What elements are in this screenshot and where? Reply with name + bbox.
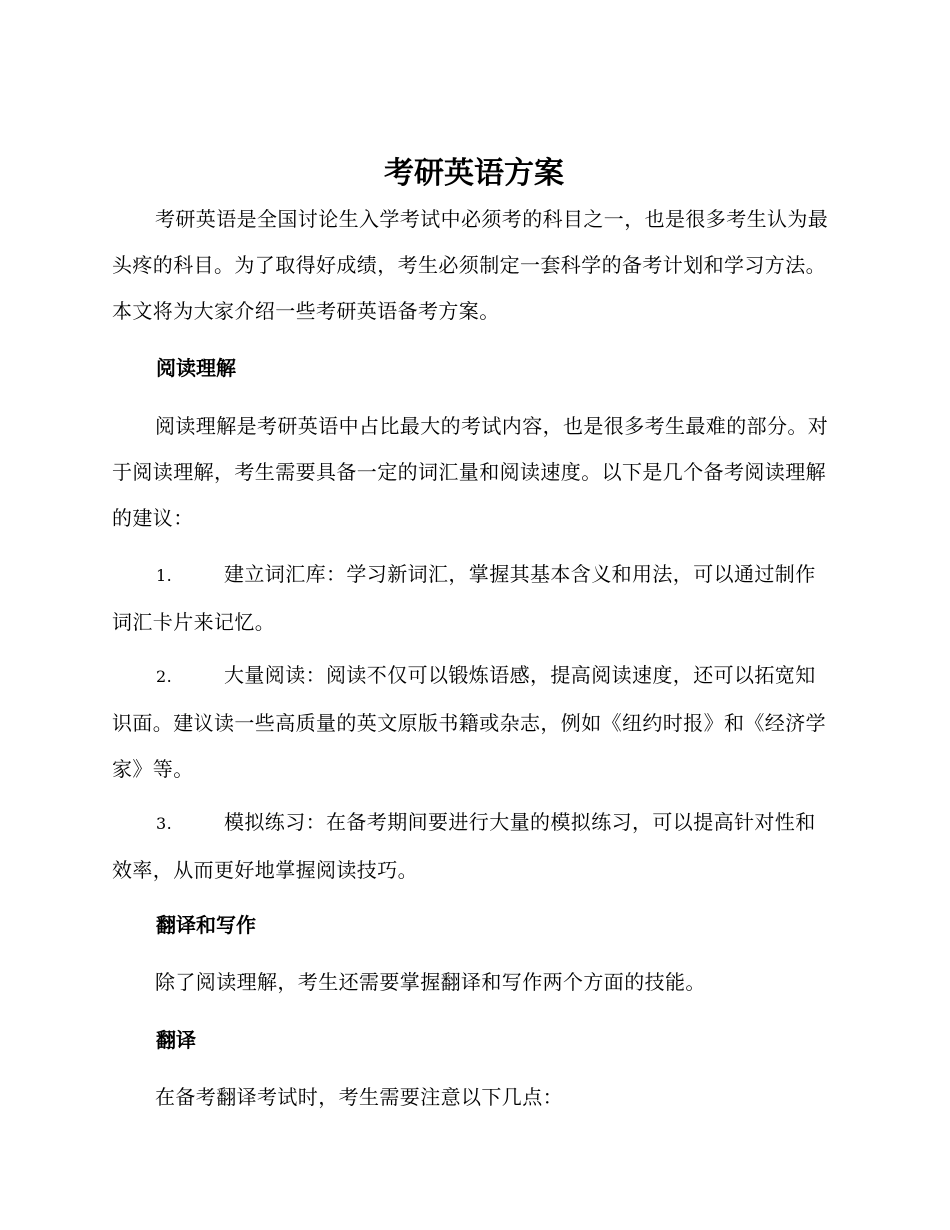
- list-item-1: [112, 551, 834, 645]
- list-number: 3.: [156, 814, 173, 833]
- translation-writing-paragraph: 除了阅读理解，考生还需要掌握翻译和写作两个方面的技能。: [155, 970, 706, 994]
- list-item-text: 大量阅读：阅读不仅可以锻炼语感，提高阅读速度，还可以拓宽知识面。建议读一些高质量的英文原版书籍或杂志，例如《纽约时报》和《经济学家》等。: [112, 663, 826, 781]
- intro-paragraph: 考研英语是全国讨论生入学考试中必须考的科目之一，也是很多考生认为最头疼的科目。为了取得好成绩，考生必须制定一套科学的备考计划和学习方法。本文将为大家介绍一些考研英语备考方案。: [112, 207, 829, 323]
- list-item-text: 模拟练习：在备考期间要进行大量的模拟练习，可以提高针对性和效率，从而更好地掌握阅读技巧。: [112, 810, 816, 882]
- list-number: 1.: [156, 566, 173, 585]
- section-heading-translation-writing: 翻译和写作: [156, 913, 256, 937]
- list-item-3: [112, 799, 834, 893]
- list-item-text: 建立词汇库：学习新词汇，掌握其基本含义和用法，可以通过制作词汇卡片来记忆。: [112, 562, 816, 634]
- translation-paragraph: 在备考翻译考试时，考生需要注意以下几点：: [155, 1085, 563, 1109]
- section-heading-reading: 阅读理解: [156, 356, 236, 380]
- document-title: 考研英语方案: [384, 156, 564, 191]
- list-item-2: [112, 652, 834, 792]
- reading-paragraph: 阅读理解是考研英语中占比最大的考试内容，也是很多考生最难的部分。对于阅读理解，考生需要具备一定的词汇量和阅读速度。以下是几个备考阅读理解的建议：: [112, 414, 829, 530]
- list-number: 2.: [156, 667, 173, 686]
- section-heading-translation: 翻译: [156, 1028, 196, 1052]
